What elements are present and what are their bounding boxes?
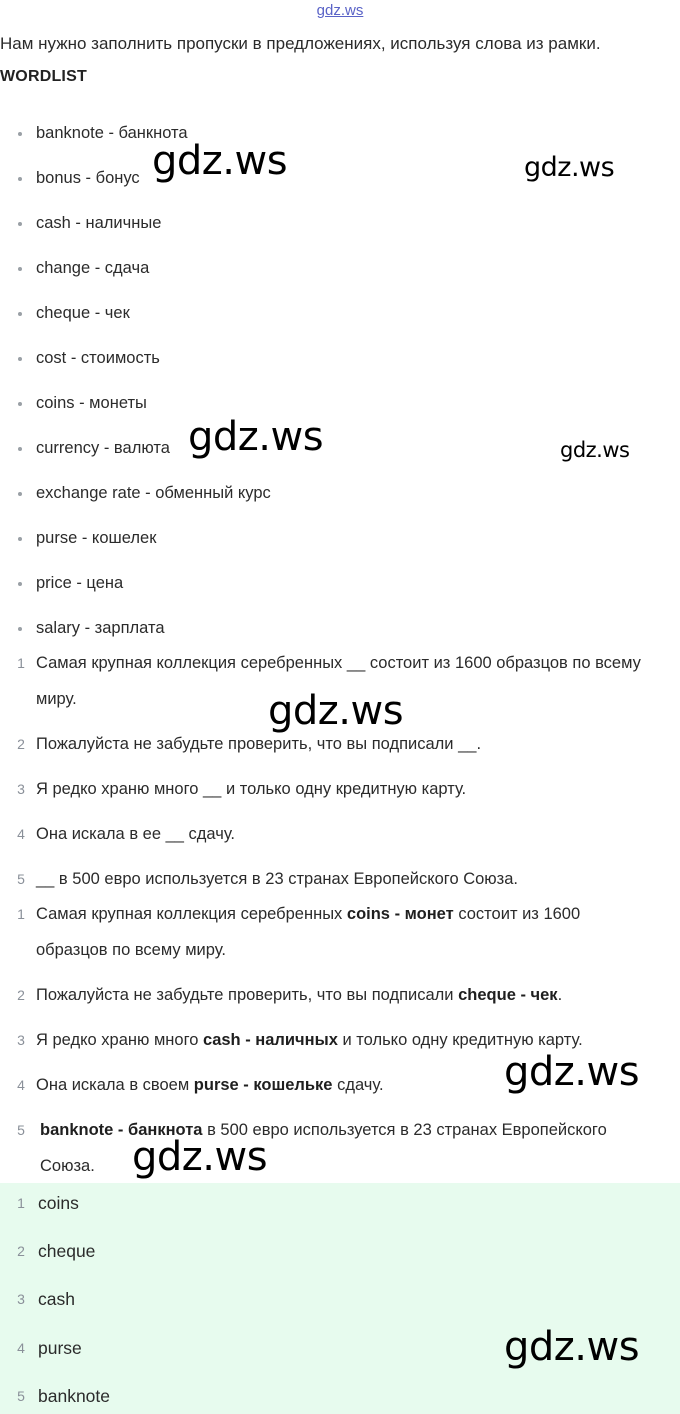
site-link[interactable]: gdz.ws (316, 2, 364, 19)
watermark: gdz.ws (188, 414, 324, 460)
answer-box: 1 coins 2 cheque 3 cash 4 purse 5 banknote (0, 1183, 680, 1414)
filled-sentence: 2 Пожалуйста не забудьте проверить, что вы подписали cheque - чек. (0, 977, 680, 1013)
bullet-icon (18, 177, 22, 181)
item-number: 5 (17, 1388, 25, 1404)
bullet-icon (18, 132, 22, 136)
bullet-icon (18, 627, 22, 631)
answer-highlight: cheque - чек (458, 986, 558, 1004)
bullet-icon (18, 312, 22, 316)
bullet-icon (18, 582, 22, 586)
bullet-icon (18, 447, 22, 451)
item-number: 1 (17, 1195, 25, 1211)
item-number: 4 (17, 826, 25, 842)
bullet-icon (18, 492, 22, 496)
filled-sentence: 3 Я редко храню много cash - наличных и только одну кредитную карту. (0, 1022, 680, 1058)
item-number: 1 (17, 906, 25, 922)
item-number: 2 (17, 736, 25, 752)
item-number: 5 (17, 1122, 25, 1138)
question-item: 2 Пожалуйста не забудьте проверить, что вы подписали __. (0, 726, 680, 762)
watermark: gdz.ws (524, 152, 615, 183)
watermark: gdz.ws (504, 1324, 640, 1370)
answer-highlight: coins - монет (346, 905, 454, 923)
watermark: gdz.ws (152, 138, 288, 184)
bullet-icon (18, 357, 22, 361)
bullet-icon (18, 402, 22, 406)
item-number: 2 (17, 1243, 25, 1259)
task-instruction: Нам нужно заполнить пропуски в предложениях, используя слова из рамки. (0, 34, 601, 53)
wordlist-heading: WORDLIST (0, 68, 87, 85)
bullet-icon (18, 222, 22, 226)
watermark: gdz.ws (560, 438, 630, 462)
filled-sentence: 1 Самая крупная коллекция серебренных coins - монет состоит из 1600 образцов по всему миру. (0, 896, 680, 968)
item-number: 4 (17, 1340, 25, 1356)
item-number: 3 (17, 1291, 25, 1307)
item-number: 5 (17, 871, 25, 887)
watermark: gdz.ws (268, 688, 404, 734)
question-item: 4 Она искала в ее __ сдачу. (0, 816, 680, 852)
answer-highlight: purse - кошельке (193, 1076, 333, 1094)
question-list (0, 645, 680, 906)
item-number: 3 (17, 1032, 25, 1048)
question-item: 5 __ в 500 евро используется в 23 странах Европейского Союза. (0, 861, 680, 897)
filled-sentence: 5 banknote - банкнота в 500 евро используется в 23 странах Европейского Союза. (0, 1112, 680, 1184)
answer-highlight: cash - наличных (203, 1031, 338, 1049)
item-number: 3 (17, 781, 25, 797)
question-item: 3 Я редко храню много __ и только одну кредитную карту. (0, 771, 680, 807)
bullet-icon (18, 537, 22, 541)
item-number: 2 (17, 987, 25, 1003)
watermark: gdz.ws (504, 1049, 640, 1095)
answer-highlight: banknote - банкнота (40, 1121, 203, 1139)
filled-sentence: 4 Она искала в своем purse - кошельке сдачу. (0, 1067, 680, 1103)
watermark: gdz.ws (132, 1134, 268, 1180)
item-number: 4 (17, 1077, 25, 1093)
bullet-icon (18, 267, 22, 271)
filled-sentence-list (0, 896, 680, 1193)
question-item: 1 Самая крупная коллекция серебренных __ состоит из 1600 образцов по всему миру. (0, 645, 680, 717)
item-number: 1 (17, 655, 25, 671)
